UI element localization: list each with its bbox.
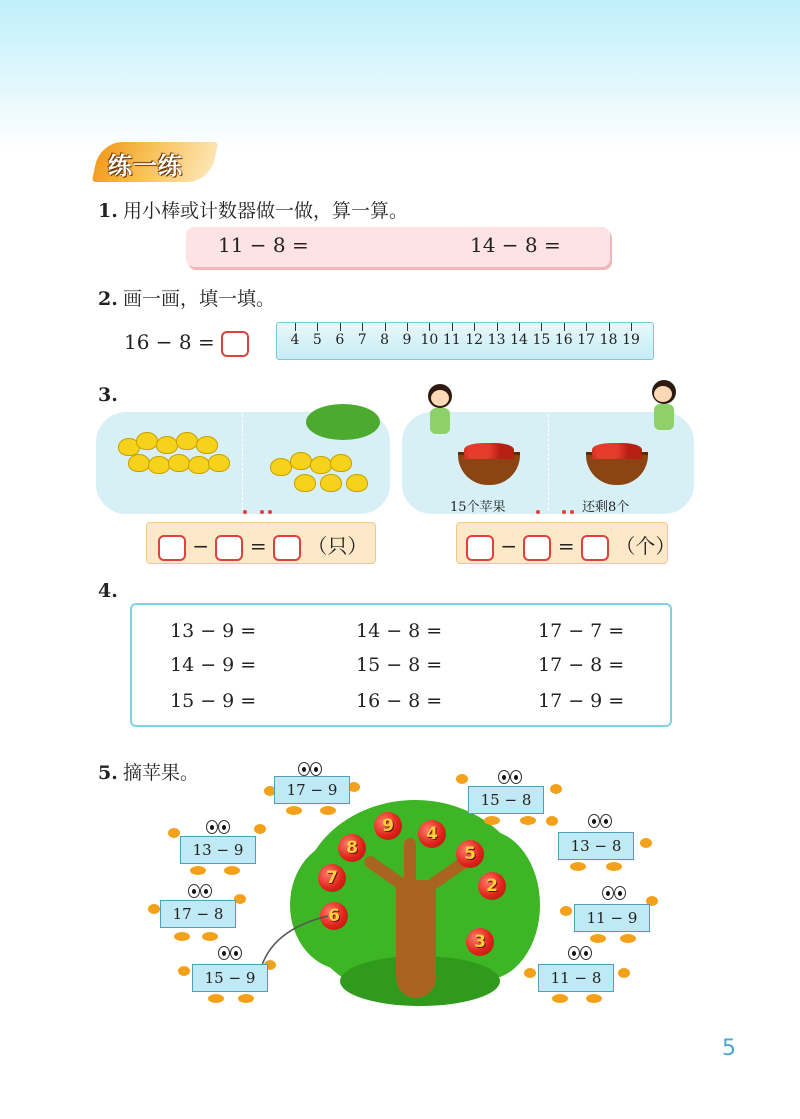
ruler-number: 7 [357, 332, 367, 348]
page-number: 5 [722, 1036, 736, 1061]
ruler-number: 13 [487, 332, 506, 348]
ruler-number: 10 [420, 332, 439, 348]
q2-answer-box[interactable] [221, 331, 249, 357]
red-dot [562, 510, 566, 514]
q1-expr-1: 11 − 8 = [218, 233, 309, 257]
ruler-number: 9 [402, 332, 412, 348]
question-2 [98, 284, 275, 311]
apple-9[interactable]: 9 [374, 812, 402, 840]
q4-label: 4. [98, 580, 118, 602]
red-dot [570, 510, 574, 514]
q3-right-label-1: 15个苹果 [450, 500, 506, 515]
q3-right-box-3[interactable] [581, 535, 609, 561]
card-character[interactable] [560, 886, 660, 950]
apple-5[interactable]: 5 [456, 840, 484, 868]
equation-card: 17 − 8 [160, 900, 236, 928]
girl-body-icon [430, 408, 450, 434]
chick-group-right [270, 452, 370, 492]
ruler-number: 4 [290, 332, 300, 348]
q3-left-box-3[interactable] [273, 535, 301, 561]
ruler-tick [407, 323, 408, 331]
red-dot [268, 510, 272, 514]
q3-left-box-2[interactable] [215, 535, 243, 561]
q4-cell: 17 − 7 = [538, 620, 625, 642]
section-heading [96, 140, 216, 184]
card-character[interactable] [168, 818, 268, 882]
ruler-tick [362, 323, 363, 331]
card-character[interactable] [262, 760, 362, 820]
card-character[interactable] [148, 884, 248, 948]
q3-right-divider [548, 414, 550, 510]
red-dot [536, 510, 540, 514]
ruler-number: 16 [554, 332, 573, 348]
q1-label: 1. [98, 200, 118, 222]
q2-expression [124, 330, 249, 357]
apple-3[interactable]: 3 [466, 928, 494, 956]
apple-6[interactable]: 6 [320, 902, 348, 930]
ruler-tick [452, 323, 453, 331]
red-dot [260, 510, 264, 514]
tree-trunk [396, 880, 436, 998]
ruler-tick [474, 323, 475, 331]
q3-label: 3. [98, 384, 118, 406]
girl-body-icon [654, 404, 674, 430]
ruler-tick [609, 323, 610, 331]
ruler-tick [519, 323, 520, 331]
top-band [0, 0, 800, 150]
ruler-tick [429, 323, 430, 331]
tree-branch [404, 838, 416, 888]
q4-cell: 17 − 9 = [538, 690, 625, 712]
q3-right-box-1[interactable] [466, 535, 494, 561]
q3-left-divider [242, 414, 244, 510]
apple-7[interactable]: 7 [318, 864, 346, 892]
girl-face-icon [654, 386, 672, 402]
apple-4[interactable]: 4 [418, 820, 446, 848]
question-5 [98, 758, 199, 785]
ruler-tick [564, 323, 565, 331]
minus-sign: − [500, 534, 518, 558]
card-character[interactable] [544, 812, 654, 878]
ruler-number: 15 [532, 332, 551, 348]
equation-card: 15 − 9 [192, 964, 268, 992]
q4-cell: 15 − 9 = [170, 690, 257, 712]
apple-8[interactable]: 8 [338, 834, 366, 862]
ruler-number: 11 [442, 332, 461, 348]
ruler-number: 12 [465, 332, 484, 348]
q2-text: 画一画，填一填。 [122, 288, 275, 310]
number-line-ruler [276, 322, 654, 360]
ruler-tick [385, 323, 386, 331]
equation-card: 13 − 9 [180, 836, 256, 864]
q4-cell: 16 − 8 = [356, 690, 443, 712]
q1-text: 用小棒或计数器做一做，算一算。 [122, 200, 408, 222]
q4-cell: 17 − 8 = [538, 654, 625, 676]
q3-right-unit: （个） [615, 534, 676, 558]
equation-card: 17 − 9 [274, 776, 350, 804]
q2-expr-text: 16 − 8 = [124, 330, 215, 354]
q3-left-box-1[interactable] [158, 535, 186, 561]
q3-left-unit: （只） [307, 534, 368, 558]
q1-expr-2: 14 − 8 = [470, 233, 561, 257]
ruler-number: 18 [599, 332, 618, 348]
red-dot [243, 510, 247, 514]
card-character[interactable] [524, 946, 634, 1010]
ruler-tick [340, 323, 341, 331]
q3-left-equation [158, 530, 367, 561]
equation-card: 11 − 8 [538, 964, 614, 992]
q4-cell: 15 − 8 = [356, 654, 443, 676]
question-1 [98, 196, 408, 223]
girl-face-icon [431, 390, 449, 406]
apple-2[interactable]: 2 [478, 872, 506, 900]
ruler-number: 14 [510, 332, 528, 348]
ruler-tick [631, 323, 632, 331]
q4-cell: 14 − 9 = [170, 654, 257, 676]
q3-right-label-2: 还剩8个 [582, 500, 630, 515]
q3-right-equation [466, 530, 675, 561]
q4-cell: 13 − 9 = [170, 620, 257, 642]
equation-card: 15 − 8 [468, 786, 544, 814]
q4-cell: 14 − 8 = [356, 620, 443, 642]
ruler-number: 17 [577, 332, 596, 348]
ruler-tick [317, 323, 318, 331]
equals-sign: = [249, 534, 267, 558]
minus-sign: − [192, 534, 210, 558]
equals-sign: = [557, 534, 575, 558]
ruler-tick [541, 323, 542, 331]
bush-icon [306, 404, 380, 440]
ruler-number: 19 [622, 332, 640, 348]
q5-text: 摘苹果。 [122, 762, 199, 784]
ruler-tick [497, 323, 498, 331]
heading-text: 练一练 [108, 152, 183, 180]
q2-label: 2. [98, 288, 118, 310]
ruler-tick [586, 323, 587, 331]
ruler-number: 5 [312, 332, 322, 348]
chick-group-left [118, 432, 228, 472]
ruler-number: 8 [380, 332, 390, 348]
ruler-tick [295, 323, 296, 331]
card-character[interactable] [178, 946, 278, 1010]
q5-label: 5. [98, 762, 118, 784]
q3-right-box-2[interactable] [523, 535, 551, 561]
equation-card: 11 − 9 [574, 904, 650, 932]
equation-card: 13 − 8 [558, 832, 634, 860]
ruler-number: 6 [335, 332, 345, 348]
